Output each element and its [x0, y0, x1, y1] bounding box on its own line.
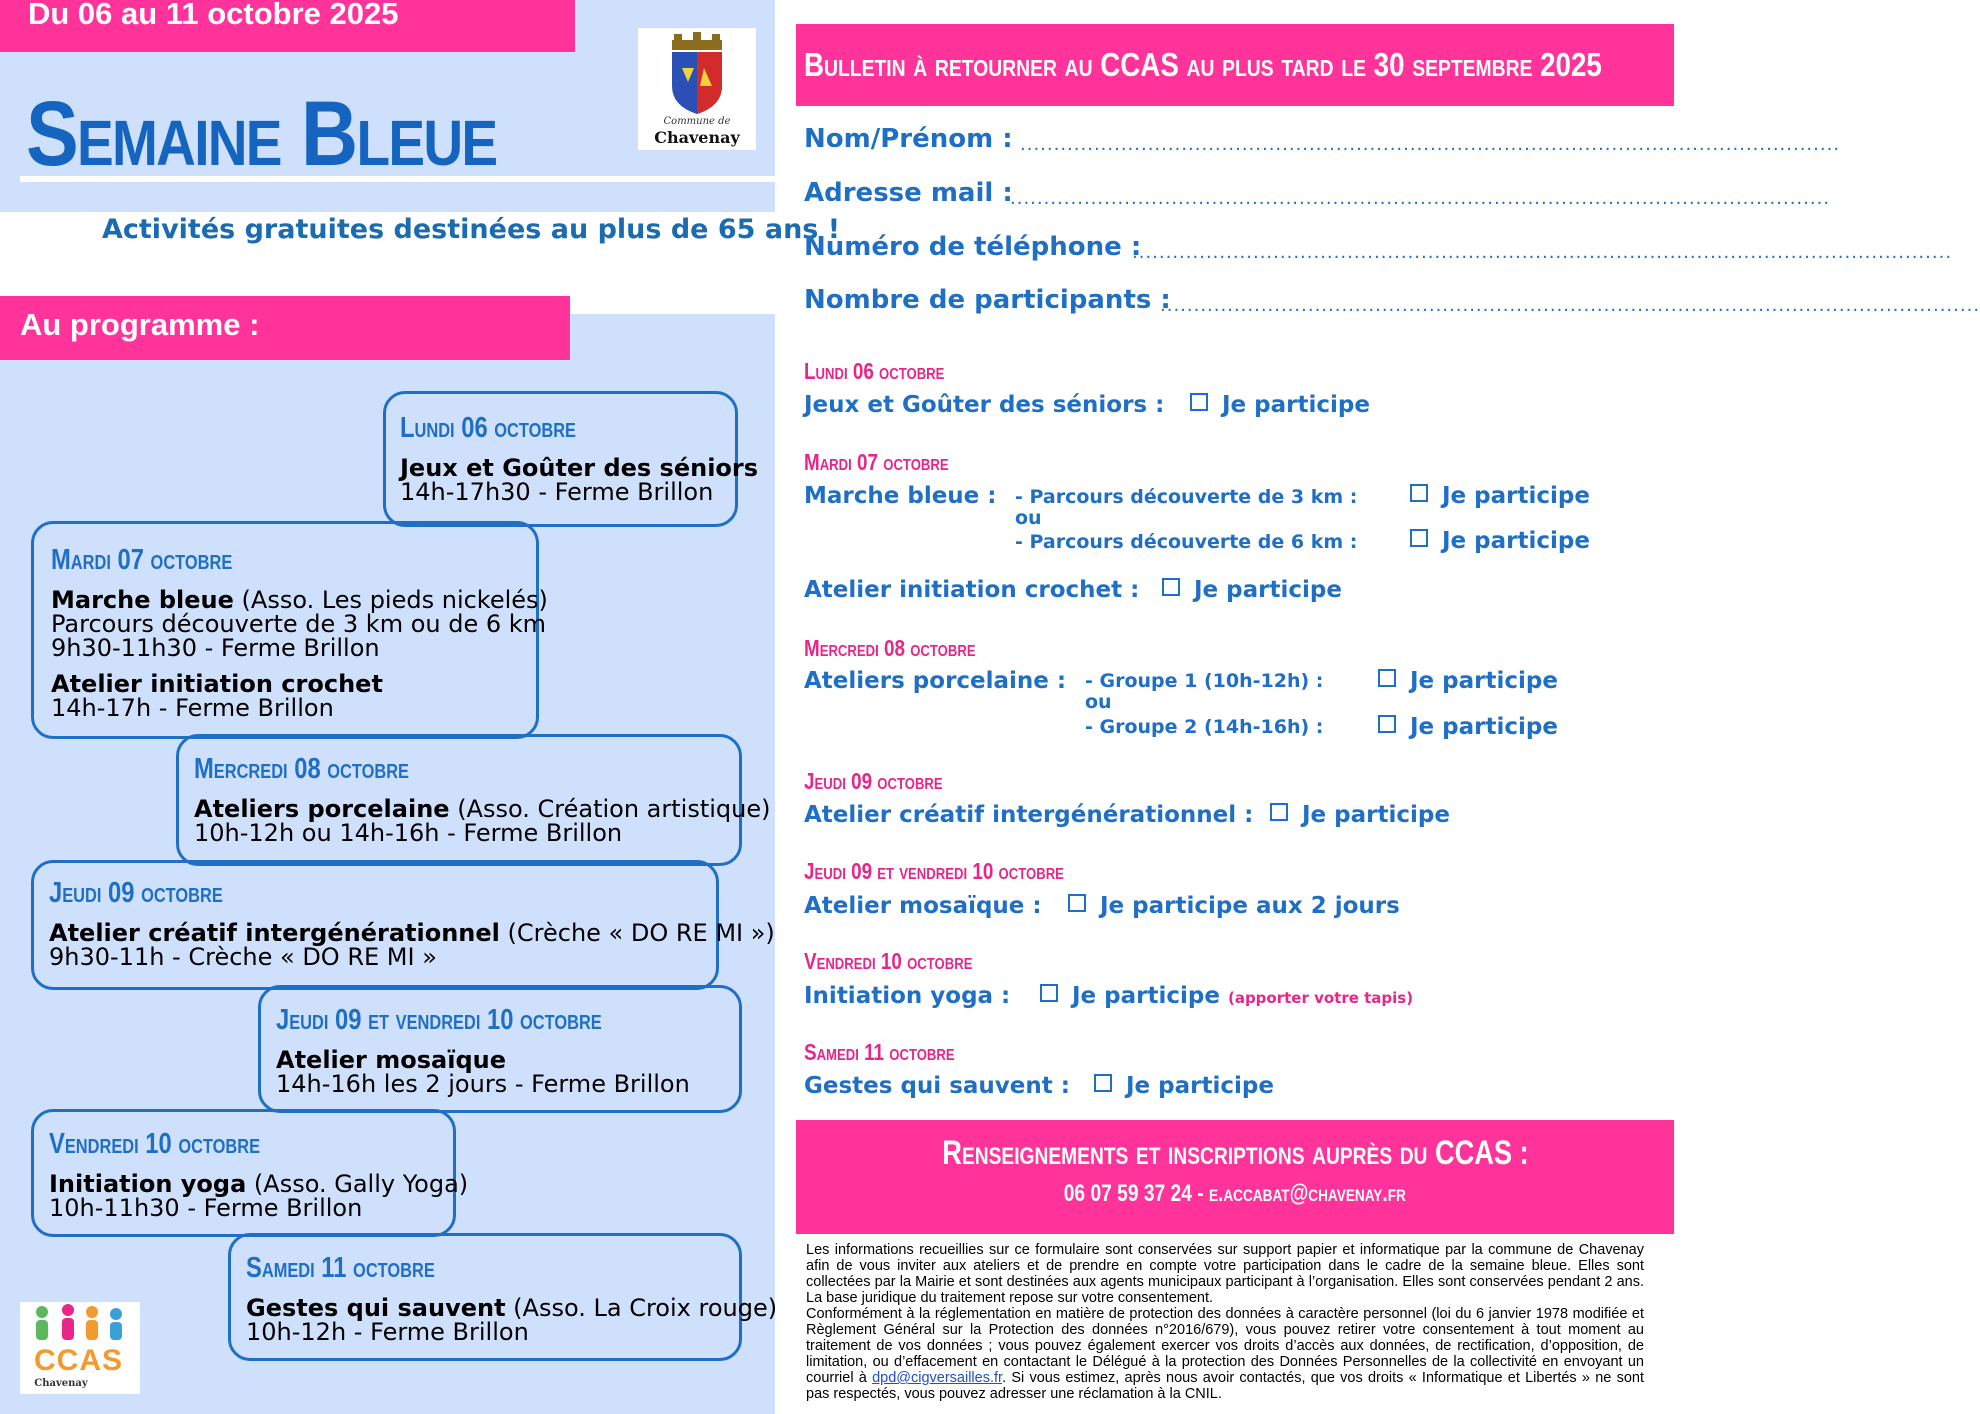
program-card-thursday-friday [258, 985, 742, 1113]
contact-details: 06 07 59 37 24 - e.accabat@chavenay.fr [1063, 1180, 1407, 1207]
card-day: Mercredi 08 octobre [194, 753, 409, 785]
card-line: 9h30-11h30 - Ferme Brillon [51, 634, 380, 662]
checkbox-icon[interactable] [1094, 1074, 1112, 1092]
card-line: 9h30-11h - Crèche « DO RE MI » [49, 943, 437, 971]
legal-paragraph-2: Conformément à la réglementation en matière de protection des données à caractère personnel (loi du 6 janvier 1978 modifiée et Règlement Général sur la Protection des données n°2016/679), vous pouvez retirer votre consentement à tout moment au traitement de vos données ; vous pouvez également exercer vos droits d’accès aux données, de rectification, d’opposition, de limitation, ou d’effacement en contactant le Délégué à la protection des Données Personnelles de la collectivité en envoyant un courriel à [806, 1306, 1644, 1386]
card-line: Gestes qui sauvent (Asso. La Croix rouge) [246, 1294, 778, 1322]
checkbox-icon[interactable] [1378, 669, 1396, 687]
town-logo-name: Chavenay [654, 128, 740, 147]
ccas-logo-text: CCAS [34, 1344, 124, 1377]
yoga-note: (apporter votre tapis) [1227, 989, 1414, 1007]
checkbox-icon[interactable] [1162, 578, 1180, 596]
checkbox-jeux[interactable]: Je participe [1190, 392, 1370, 418]
checkbox-groupe-1[interactable]: Je participe [1378, 668, 1558, 694]
checkbox-icon[interactable] [1068, 894, 1086, 912]
name-field-label: Nom/Prénom : [804, 124, 1013, 154]
card-line: Atelier initiation crochet [51, 670, 383, 698]
checkbox-crochet[interactable]: Je participe [1162, 577, 1342, 603]
ccas-logo [20, 1302, 140, 1394]
activity-porcelaine: Ateliers porcelaine : [804, 668, 1067, 694]
program-card-saturday [228, 1233, 778, 1361]
card-day: Samedi 11 octobre [246, 1252, 435, 1284]
page-title: Semaine Bleue [26, 83, 497, 185]
form-day-monday: Lundi 06 octobre [804, 358, 945, 384]
card-line: 14h-17h - Ferme Brillon [51, 694, 334, 722]
email-field-line[interactable]: .......................................................................................................................... [1010, 188, 1831, 209]
or-label: ou [1085, 691, 1112, 713]
card-line: Atelier créatif intergénérationnel (Crèche « DO RE MI ») [49, 919, 775, 947]
activity-creatif: Atelier créatif intergénérationnel : [804, 802, 1254, 828]
program-card-monday [383, 391, 759, 527]
program-card-thursday [31, 860, 775, 990]
card-line: Marche bleue (Asso. Les pieds nickelés) [51, 586, 548, 614]
card-day: Jeudi 09 octobre [49, 877, 223, 909]
card-day: Mardi 07 octobre [51, 544, 233, 576]
card-day: Vendredi 10 octobre [49, 1128, 261, 1160]
participants-field-label: Nombre de participants : [804, 285, 1171, 315]
option-groupe-1: - Groupe 1 (10h-12h) : [1085, 670, 1324, 692]
checkbox-creatif[interactable]: Je participe [1270, 802, 1450, 828]
checkbox-icon[interactable] [1270, 803, 1288, 821]
form-day-thursday: Jeudi 09 octobre [804, 768, 943, 794]
checkbox-icon[interactable] [1040, 984, 1058, 1002]
activity-mosaique: Atelier mosaïque : [804, 893, 1042, 919]
form-day-friday: Vendredi 10 octobre [804, 948, 973, 974]
card-line: 10h-12h - Ferme Brillon [246, 1318, 529, 1346]
form-day-saturday: Samedi 11 octobre [804, 1039, 955, 1065]
program-heading: Au programme : [20, 307, 260, 342]
card-line: 10h-11h30 - Ferme Brillon [49, 1194, 363, 1222]
option-groupe-2: - Groupe 2 (14h-16h) : [1085, 716, 1324, 738]
form-day-thursday-friday: Jeudi 09 et vendredi 10 octobre [804, 858, 1064, 884]
checkbox-icon[interactable] [1378, 715, 1396, 733]
date-range: Du 06 au 11 octobre 2025 [28, 0, 399, 31]
contact-banner [796, 1120, 1674, 1234]
card-line: Parcours découverte de 3 km ou de 6 km [51, 610, 547, 638]
phone-field-label: Numéro de téléphone : [804, 232, 1142, 262]
checkbox-icon[interactable] [1410, 529, 1428, 547]
program-card-tuesday [31, 521, 548, 739]
activity-jeux: Jeux et Goûter des séniors : [804, 392, 1165, 418]
card-line: 14h-17h30 - Ferme Brillon [400, 478, 714, 506]
activity-gestes: Gestes qui sauvent : [804, 1073, 1070, 1099]
checkbox-parcours-6km[interactable]: Je participe [1410, 528, 1590, 554]
card-line: Atelier mosaïque [276, 1046, 506, 1074]
checkbox-yoga[interactable]: Je participe (apporter votre tapis) [1040, 983, 1413, 1009]
checkbox-groupe-2[interactable]: Je participe [1378, 714, 1558, 740]
checkbox-icon[interactable] [1190, 393, 1208, 411]
checkbox-icon[interactable] [1410, 484, 1428, 502]
program-card-wednesday [176, 734, 771, 866]
option-parcours-3km: - Parcours découverte de 3 km : [1015, 486, 1358, 508]
checkbox-mosaique[interactable]: Je participe aux 2 jours [1068, 893, 1400, 919]
dpd-email-link[interactable]: dpd@cigversailles.fr [872, 1370, 1003, 1386]
ccas-logo-town: Chavenay [34, 1378, 88, 1389]
card-line: Jeux et Goûter des séniors [400, 454, 759, 482]
return-banner-text: Bulletin à retourner au CCAS au plus tard le 30 septembre 2025 [804, 46, 1602, 83]
form-day-tuesday: Mardi 07 octobre [804, 449, 949, 475]
name-field-line[interactable]: .......................................................................................................................... [1020, 134, 1841, 155]
activity-crochet: Atelier initiation crochet : [804, 577, 1140, 603]
card-line: 14h-16h les 2 jours - Ferme Brillon [276, 1070, 690, 1098]
activity-marche: Marche bleue : [804, 483, 997, 509]
program-card-friday [31, 1109, 469, 1237]
card-line: Ateliers porcelaine (Asso. Création artistique) [194, 795, 771, 823]
card-day: Lundi 06 octobre [400, 412, 576, 444]
participants-field-line[interactable]: .......................................................................................................................... [1160, 295, 1980, 316]
legal-paragraph-1: Les informations recueillies sur ce formulaire sont conservées sur support papier et informatique par la commune de Chavenay afin de vous inviter aux ateliers et de prendre en compte votre participation dans le cadre de la semaine bleue. Elles sont collectées par la Mairie et sont destinées aux agents municipaux participant à l’organisation. Elles sont conservées pendant 2 ans. La base juridique du traitement repose sur votre consentement. [806, 1242, 1644, 1306]
contact-title: Renseignements et inscriptions auprès du CCAS : [941, 1134, 1529, 1172]
town-logo [638, 28, 756, 150]
or-label: ou [1015, 507, 1042, 529]
card-line: 10h-12h ou 14h-16h - Ferme Brillon [194, 819, 623, 847]
subtitle: Activités gratuites destinées au plus de 65 ans ! [102, 214, 841, 245]
card-line: Initiation yoga (Asso. Gally Yoga) [49, 1170, 469, 1198]
checkbox-gestes[interactable]: Je participe [1094, 1073, 1274, 1099]
legal-notice: Les informations recueillies sur ce formulaire sont conservées sur support papier et informatique par la commune de Chavenay afin de vous inviter aux ateliers et de prendre en compte votre participation dans le cadre de la semaine bleue. Elles sont collectées par la Mairie et sont destinées aux agents municipaux participant à l’organisation. Elles sont conservées pendant 2 ans. La base juridique du traitement repose sur votre consentement. Conformément à la réglementation en matière de protection des données à caractère personnel (loi du 6 janvier 1978 modifiée et Règlement Général sur la Protection des données n°2016/679), vous pouvez retirer votre consentement à tout moment au traitement de vos données ; vous pouvez également exercer vos droits d’accès aux données, de rectification, d’opposition, de limitation, ou d’effacement en contactant le Délégué à la protection des Données Personnelles de la collectivité en envoyant un courriel à dpd@cigversailles.fr. Si vous estimez, après nous avoir contactés, que vos droits « Informatique et Libertés » ne sont pas respectés, vous pouvez adresser une réclamation à la CNIL. [806, 1242, 1644, 1402]
card-day: Jeudi 09 et vendredi 10 octobre [276, 1004, 602, 1036]
form-day-wednesday: Mercredi 08 octobre [804, 635, 976, 661]
town-logo-caption: Commune de [663, 116, 731, 127]
option-parcours-6km: - Parcours découverte de 6 km : [1015, 531, 1358, 553]
checkbox-parcours-3km[interactable]: Je participe [1410, 483, 1590, 509]
activity-yoga: Initiation yoga : [804, 983, 1011, 1009]
email-field-label: Adresse mail : [804, 178, 1013, 208]
phone-field-line[interactable]: .......................................................................................................................... [1132, 242, 1953, 263]
